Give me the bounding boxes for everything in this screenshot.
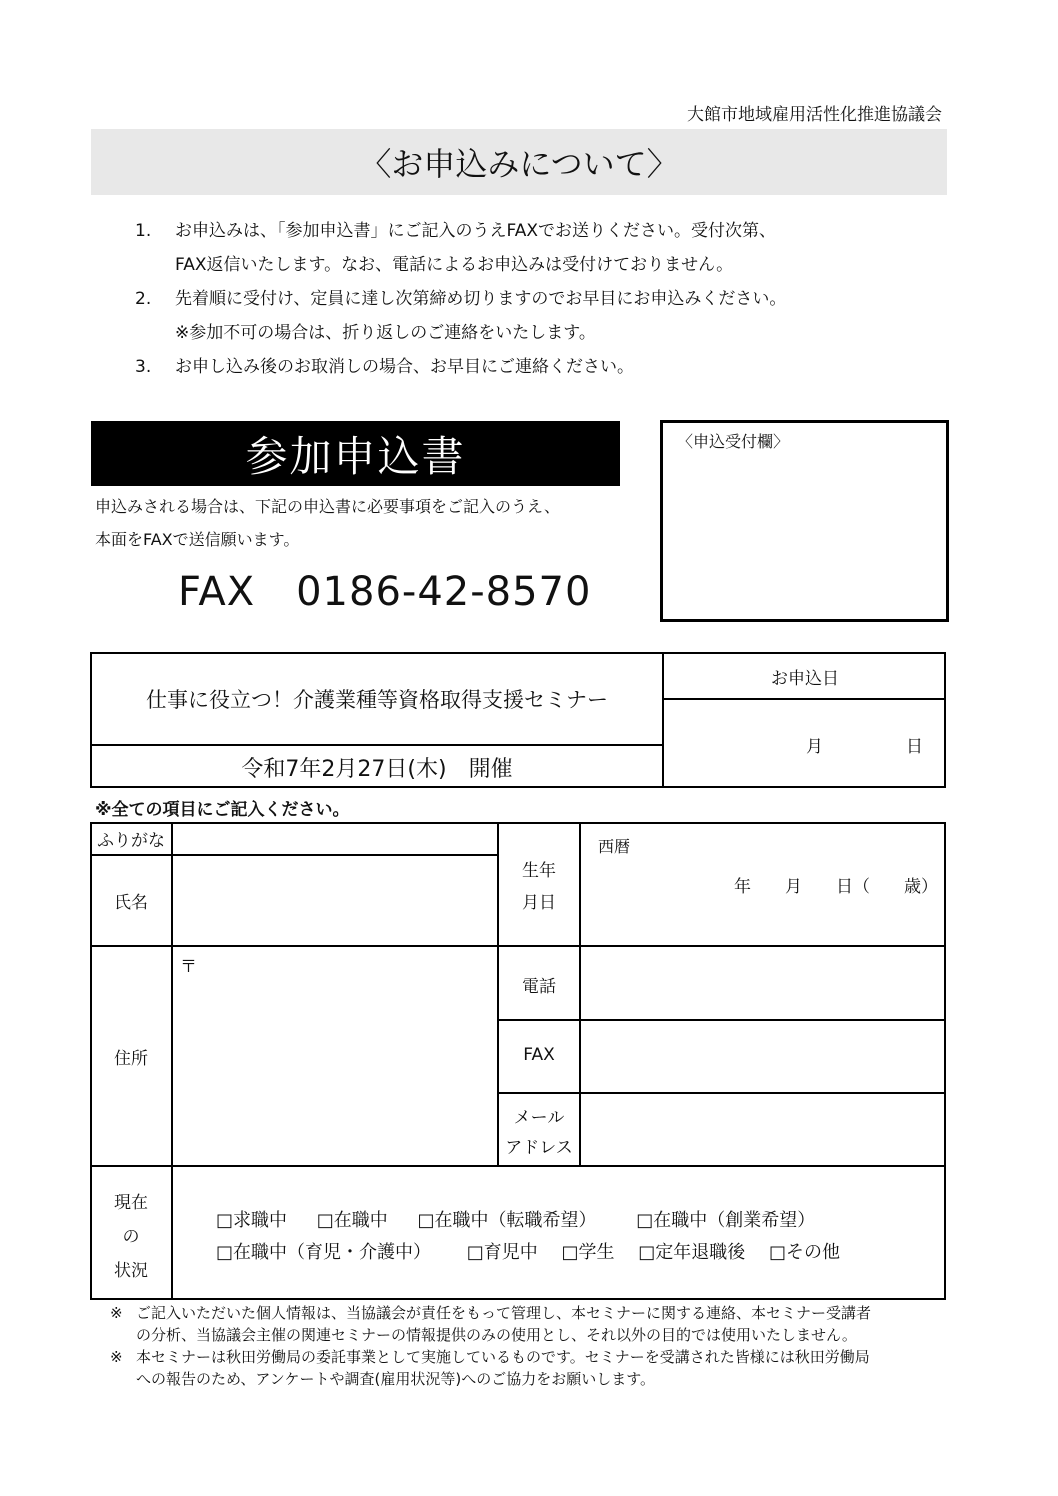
footnote-line: ご記入いただいた個人情報は、当協議会が責任をもって管理し、本セミナーに関する連絡、本セミナー受講者	[136, 1304, 872, 1322]
footnote-line: の分析、当協議会主催の関連セミナーの情報提供のみの使用とし、それ以外の目的では使用いたしません。	[136, 1326, 857, 1344]
note-line: ※参加不可の場合は、折り返しのご連絡をいたします。	[175, 323, 596, 343]
application-notes	[135, 214, 786, 384]
note-line: お申込みは、「参加申込書」にご記入のうえFAXでお送りください。受付次第、	[175, 221, 776, 241]
checkbox-student[interactable]: □学生	[561, 1242, 615, 1263]
mail-label-2: アドレス	[505, 1138, 573, 1158]
status-label-3: 状況	[114, 1261, 148, 1281]
note-number: 1.	[135, 221, 152, 241]
reception-label: 〈申込受付欄〉	[677, 432, 790, 451]
footnote-line: 本セミナーは秋田労働局の委託事業として実施しているものです。セミナーを受講された皆様には秋田労働局	[136, 1348, 870, 1366]
era-label: 西暦	[598, 837, 631, 856]
checkbox-other[interactable]: □その他	[769, 1242, 841, 1263]
application-form	[90, 822, 946, 1300]
fax-input[interactable]	[582, 1022, 944, 1092]
status-label-2: の	[122, 1227, 140, 1247]
name-label: 氏名	[114, 893, 148, 913]
birth-date-format[interactable]: 年 月 日（ 歳）	[734, 877, 938, 897]
name-input[interactable]	[174, 857, 496, 945]
reception-box	[660, 420, 949, 622]
note-line: FAX返信いたします。なお、電話によるお申込みは受付けておりません。	[175, 255, 734, 275]
seminar-date: 令和7年2月27日(木) 開催	[241, 756, 513, 782]
phone-input[interactable]	[582, 948, 944, 1018]
form-intro	[95, 490, 560, 556]
mail-label-1: メール	[513, 1108, 565, 1128]
phone-label: 電話	[522, 977, 556, 997]
email-input[interactable]	[582, 1095, 944, 1165]
footnote-mark: ※	[110, 1348, 123, 1366]
checkbox-employed-job-change[interactable]: □在職中（転職希望）	[417, 1210, 597, 1231]
checkbox-childcare[interactable]: □育児中	[466, 1242, 538, 1263]
address-label: 住所	[114, 1049, 148, 1069]
address-input[interactable]	[174, 978, 496, 1164]
required-note: ※全ての項目にご記入ください。	[95, 800, 350, 820]
checkbox-job-seeking[interactable]: □求職中	[216, 1210, 288, 1231]
furigana-input[interactable]	[174, 824, 496, 854]
birth-label-1: 生年	[522, 861, 556, 881]
organization-name: 大館市地域雇用活性化推進協議会	[687, 105, 942, 125]
postal-mark: 〒	[180, 957, 197, 977]
footnote-2	[110, 1346, 930, 1390]
status-row-1	[216, 1206, 815, 1232]
footnote-mark: ※	[110, 1304, 123, 1322]
note-line: お申し込み後のお取消しの場合、お早目にご連絡ください。	[175, 357, 634, 377]
applied-day-label: 日	[906, 737, 923, 757]
seminar-table	[90, 652, 946, 788]
intro-line: 申込みされる場合は、下記の申込書に必要事項をご記入のうえ、	[95, 497, 560, 516]
note-number: 2.	[135, 289, 152, 309]
status-row-2	[216, 1238, 840, 1264]
checkbox-retired[interactable]: □定年退職後	[638, 1242, 746, 1263]
applied-date-label: お申込日	[664, 654, 946, 700]
checkbox-employed-childcare[interactable]: □在職中（育児・介護中）	[216, 1242, 432, 1263]
fax-number: FAX 0186-42-8570	[178, 569, 592, 615]
form-title: 参加申込書	[91, 421, 620, 486]
intro-line: 本面をFAXで送信願います。	[95, 530, 300, 549]
fax-label: FAX	[523, 1045, 555, 1065]
seminar-name: 仕事に役立つ！介護業種等資格取得支援セミナー	[92, 654, 662, 746]
about-heading: 〈お申込みについて〉	[91, 129, 947, 195]
status-label-1: 現在	[114, 1193, 148, 1213]
applied-month-label: 月	[806, 737, 823, 757]
checkbox-employed[interactable]: □在職中	[316, 1210, 388, 1231]
furigana-label: ふりがな	[97, 831, 165, 851]
note-item-2	[135, 282, 786, 316]
footnotes	[110, 1302, 930, 1390]
footnote-line: への報告のため、アンケートや調査(雇用状況等)へのご協力をお願いします。	[136, 1370, 656, 1388]
note-line: 先着順に受付け、定員に達し次第締め切りますのでお早目にお申込みください。	[175, 289, 787, 309]
note-item-1	[135, 214, 786, 248]
checkbox-employed-startup[interactable]: □在職中（創業希望）	[636, 1210, 816, 1231]
birth-label-2: 月日	[522, 893, 556, 913]
note-number: 3.	[135, 357, 152, 377]
footnote-1	[110, 1302, 930, 1346]
note-item-3	[135, 350, 786, 384]
